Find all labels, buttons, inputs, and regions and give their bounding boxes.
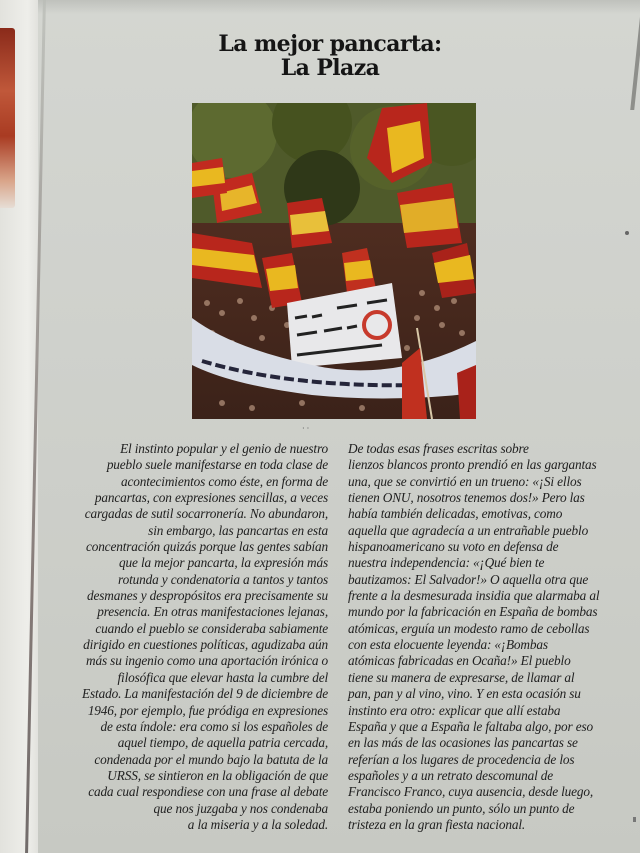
- photo-caption-mark: · ·: [302, 424, 310, 433]
- text-line: referían a los lugares de procedencia de los: [348, 751, 575, 767]
- text-line: cargadas de sutil socarronería. No abundaron,: [84, 506, 328, 522]
- text-line: tienen ONU, nosotros tenemos dos!» Pero las: [348, 490, 585, 506]
- text-line: Francisco Franco, cuya ausencia, desde luego,: [348, 784, 594, 800]
- text-line: sin embargo, las pancartas en esta: [148, 522, 328, 538]
- page-shadow: [38, 0, 640, 14]
- article-column-left: [60, 441, 328, 833]
- text-line: concentración quizás porque las gentes sabían: [85, 539, 328, 555]
- text-line: dirigido en cuestiones políticas, agudizaba aún: [83, 637, 328, 653]
- text-line: El instinto popular y el genio de nuestro: [120, 441, 328, 456]
- page-title: [160, 32, 500, 80]
- text-line: a la miseria y a la soledad.: [187, 816, 328, 832]
- text-line: cuando el pueblo se consideraba sabiamente: [95, 620, 328, 636]
- crowd-flags-photo: [192, 103, 476, 419]
- text-line: presencia. En otras manifestaciones lejanas,: [97, 604, 328, 620]
- text-line: 1946, por ejemplo, fue pródiga en expresiones: [87, 702, 328, 718]
- title-line-2: La Plaza: [280, 55, 380, 81]
- text-line: hispanoamericano su voto en defensa de: [348, 539, 559, 555]
- text-line: una, que se convirtió en un trueno: «¡Si ellos: [348, 473, 582, 489]
- text-line: De todas esas frases escritas sobre: [348, 441, 529, 456]
- text-line: tristeza en la gran fiesta nacional.: [348, 816, 526, 832]
- text-line: mundo por la fabricación en España de bombas: [348, 604, 598, 620]
- text-line: desmanes y despropósitos era precisamente su: [87, 588, 328, 604]
- paper-speck: [633, 817, 636, 822]
- paper-speck: [625, 231, 629, 235]
- text-line: URSS, se sintieron en la obligación de que: [107, 767, 328, 783]
- text-line: nuestra independencia: «¡Qué bien te: [348, 555, 545, 571]
- article-column-right: [348, 441, 630, 833]
- text-line: cada cual respondiese con una frase al debate: [88, 784, 328, 800]
- text-line: condenada por el mundo bajo la batuta de la: [94, 751, 328, 767]
- facing-page-photo-fragment: [0, 28, 15, 208]
- text-line: de esta índole: era como si los españoles de: [100, 718, 328, 734]
- text-line: pan, pan y al vino, vino. Y en esta ocasión su: [348, 686, 581, 702]
- text-line: filosófica que elevar hasta la cumbre del: [117, 669, 328, 685]
- text-line: pancartas, con expresiones sencillas, a veces: [94, 490, 328, 506]
- text-line: en las más de las ocasiones las pancartas se: [348, 735, 578, 751]
- text-line: más su ingenio como una aportación irónica o: [86, 653, 328, 669]
- text-line: tiene su manera de expresarse, de llamar al: [348, 669, 575, 685]
- text-line: pueblo suele manifestarse en toda clase de: [106, 457, 328, 473]
- text-line: instinto era otro: explicar que allí estaba: [348, 702, 561, 718]
- text-line: atómicas fabricadas en Ocaña!» El pueblo: [348, 653, 571, 669]
- text-line: Estado. La manifestación del 9 de diciembre de: [82, 686, 328, 702]
- text-line: que nos juzgaba y nos condenaba: [153, 800, 328, 816]
- text-line: aquella que agradecía a un entrañable pueblo: [348, 522, 589, 538]
- text-line: estaba poniendo un punto, sólo un punto de: [348, 800, 575, 816]
- text-line: acontecimientos como éste, en forma de: [121, 473, 328, 489]
- text-line: España y que a España le faltaba algo, por eso: [348, 718, 593, 734]
- text-line: atómicas, erguía un modesto ramo de cebollas: [348, 620, 590, 636]
- text-line: que la mejor pancarta, la expresión más: [119, 555, 328, 571]
- photo-illustration: [192, 103, 476, 419]
- text-line: bautizamos: El Salvador!» O aquella otra que: [348, 571, 589, 587]
- text-line: aquel tiempo, de aquella patria cercada,: [117, 735, 328, 751]
- text-line: rotunda y condenatoria a tantos y tantos: [118, 571, 328, 587]
- title-line-1: La mejor pancarta:: [218, 31, 442, 57]
- text-line: lienzos blancos pronto prendió en las gargantas: [348, 457, 597, 473]
- text-line: había también delicadas, emotivas, como: [348, 506, 563, 522]
- text-line: con esta elocuente leyenda: «¡Bombas: [348, 637, 548, 653]
- text-line: frente a la desmesurada insidia que alarmaba al: [348, 588, 600, 604]
- text-line: españoles y a un retrato descomunal de: [348, 767, 554, 783]
